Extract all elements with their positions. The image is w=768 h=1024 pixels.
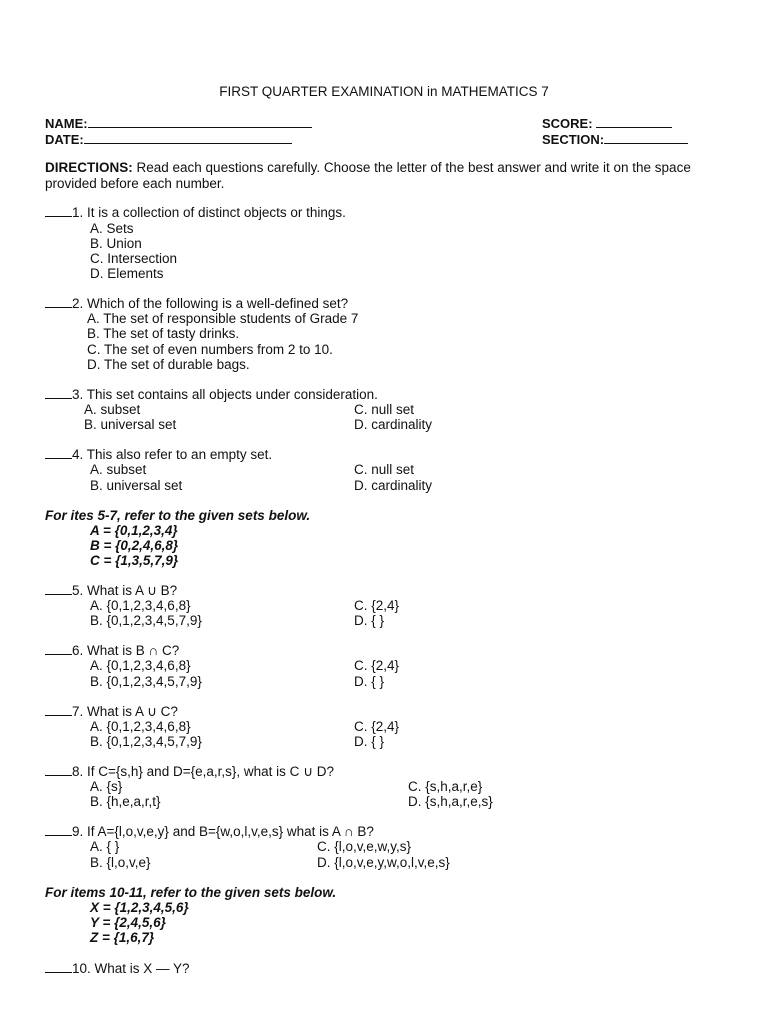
set-definition: Y = {2,4,5,6}: [90, 915, 166, 930]
question-7: [45, 704, 178, 719]
option: C. {2,4}: [354, 598, 400, 613]
option: A. subset: [84, 402, 141, 417]
option: B. {h,e,a,r,t}: [90, 794, 161, 809]
option: A. {0,1,2,3,4,6,8}: [90, 598, 191, 613]
option: B. The set of tasty drinks.: [87, 326, 240, 341]
answer-blank-7[interactable]: [45, 704, 72, 716]
directions-text: Read each questions carefully. Choose the letter of the best answer and write it on the space provided before each number.: [45, 160, 691, 191]
option: B. {0,1,2,3,4,5,7,9}: [90, 674, 202, 689]
option: A. subset: [90, 462, 147, 477]
option: A. {s}: [90, 779, 123, 794]
score-label: SCORE:: [542, 116, 593, 131]
answer-blank-2[interactable]: [45, 296, 72, 308]
set-definition: A = {0,1,2,3,4}: [90, 523, 178, 538]
option: B. {0,1,2,3,4,5,7,9}: [90, 613, 202, 628]
answer-blank-8[interactable]: [45, 764, 72, 776]
option: B. universal set: [84, 417, 177, 432]
option: D. { }: [354, 674, 385, 689]
page-title: FIRST QUARTER EXAMINATION in MATHEMATICS 7: [219, 84, 549, 99]
option: A. Sets: [90, 221, 134, 236]
question-5: [45, 583, 177, 598]
question-3: [45, 387, 378, 402]
directions: [45, 160, 705, 191]
name-row: [45, 115, 312, 131]
option: D. { }: [354, 734, 385, 749]
option: B. {l,o,v,e}: [90, 855, 151, 870]
option: D. The set of durable bags.: [87, 357, 250, 372]
option: A. {0,1,2,3,4,6,8}: [90, 658, 191, 673]
option: A. The set of responsible students of Grade 7: [87, 311, 359, 326]
answer-blank-3[interactable]: [45, 387, 72, 399]
question-text: 4. This also refer to an empty set.: [72, 447, 273, 462]
option: D. {s,h,a,r,e,s}: [408, 794, 493, 809]
option: B. Union: [90, 236, 142, 251]
option: D. { }: [354, 613, 385, 628]
score-row: [542, 115, 672, 131]
answer-blank-5[interactable]: [45, 583, 72, 595]
option: C. {2,4}: [354, 719, 400, 734]
directions-label: DIRECTIONS:: [45, 160, 133, 175]
question-text: 10. What is X — Y?: [72, 961, 190, 976]
question-text: 8. If C={s,h} and D={e,a,r,s}, what is C ∪ D?: [72, 764, 335, 779]
option: D. cardinality: [354, 478, 433, 493]
question-9: [45, 824, 374, 839]
option: A. { }: [90, 839, 120, 854]
option: A. {0,1,2,3,4,6,8}: [90, 719, 191, 734]
answer-blank-6[interactable]: [45, 643, 72, 655]
question-text: 2. Which of the following is a well-defined set?: [72, 296, 349, 311]
question-text: 6. What is B ∩ C?: [72, 643, 180, 658]
question-8: [45, 764, 334, 779]
answer-blank-4[interactable]: [45, 447, 72, 459]
option: D. {l,o,v,e,y,w,o,l,v,e,s}: [317, 855, 450, 870]
set-definition: X = {1,2,3,4,5,6}: [90, 900, 189, 915]
question-6: [45, 643, 179, 658]
question-text: 9. If A={l,o,v,e,y} and B={w,o,l,v,e,s} what is A ∩ B?: [72, 824, 374, 839]
answer-blank-9[interactable]: [45, 824, 72, 836]
option: D. cardinality: [354, 417, 433, 432]
date-label: DATE:: [45, 132, 84, 147]
name-blank[interactable]: [88, 115, 312, 128]
sets-heading-2: For items 10-11, refer to the given sets below.: [45, 885, 337, 900]
sets-heading-1: For ites 5-7, refer to the given sets below.: [45, 508, 311, 523]
question-10: [45, 961, 190, 976]
set-definition: C = {1,3,5,7,9}: [90, 553, 179, 568]
set-definition: Z = {1,6,7}: [90, 930, 155, 945]
option: C. null set: [354, 462, 415, 477]
name-label: NAME:: [45, 116, 88, 131]
option: C. null set: [354, 402, 415, 417]
section-row: [542, 131, 688, 147]
question-4: [45, 447, 272, 462]
date-blank[interactable]: [84, 131, 292, 144]
date-row: [45, 131, 292, 147]
option: B. universal set: [90, 478, 183, 493]
question-text: 1. It is a collection of distinct objects or things.: [72, 205, 346, 220]
option: B. {0,1,2,3,4,5,7,9}: [90, 734, 202, 749]
set-definition: B = {0,2,4,6,8}: [90, 538, 179, 553]
option: C. The set of even numbers from 2 to 10.: [87, 342, 333, 357]
option: C. {s,h,a,r,e}: [408, 779, 483, 794]
section-label: SECTION:: [542, 132, 605, 147]
option: C. {2,4}: [354, 658, 400, 673]
score-blank[interactable]: [596, 115, 672, 128]
option: C. Intersection: [90, 251, 178, 266]
question-text: 7. What is A ∪ C?: [72, 704, 178, 719]
question-1: [45, 205, 346, 220]
answer-blank-1[interactable]: [45, 205, 72, 217]
question-text: 5. What is A ∪ B?: [72, 583, 178, 598]
question-text: 3. This set contains all objects under consideration.: [72, 387, 378, 402]
option: D. Elements: [90, 266, 164, 281]
section-blank[interactable]: [604, 131, 688, 144]
answer-blank-10[interactable]: [45, 961, 72, 973]
question-2: [45, 296, 348, 311]
option: C. {l,o,v,e,w,y,s}: [317, 839, 412, 854]
